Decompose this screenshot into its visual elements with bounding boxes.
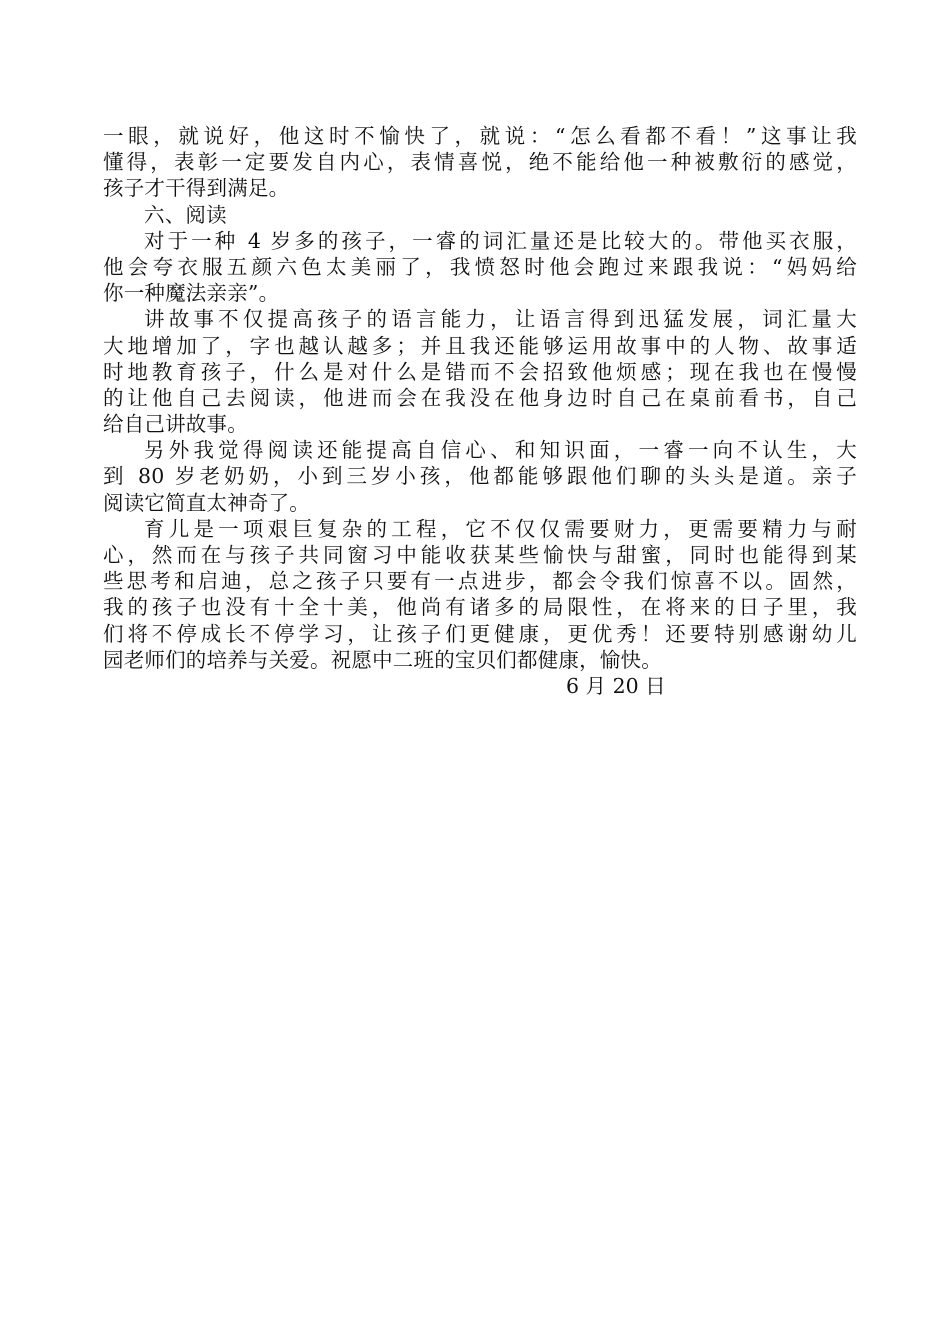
text-line: 心，然而在与孩子共同窗习中能收获某些愉快与甜蜜，同时也能得到某 <box>103 543 857 567</box>
text-line: 给自己讲故事。 <box>103 412 248 437</box>
text-line: 懂得，表彰一定要发自内心，表情喜悦，绝不能给他一种被敷衍的感觉， <box>103 150 857 175</box>
text-line: 些思考和启迪，总之孩子只要有一点进步，都会令我们惊喜不以。固然， <box>103 569 857 594</box>
text-line: 时地教育孩子，什么是对什么是错而不会招致他烦感；现在我也在慢慢 <box>103 359 857 384</box>
text-line: 六、阅读 <box>144 202 227 227</box>
text-line: 你一种魔法亲亲”。 <box>103 281 280 306</box>
text-line: 他会夸衣服五颜六色太美丽了，我愤怒时他会跑过来跟我说：“妈妈给 <box>103 254 857 279</box>
text-line: 讲故事不仅提高孩子的语言能力，让语言得到迅猛发展，词汇量大 <box>144 307 857 332</box>
text-line: 阅读它简直太神奇了。 <box>103 490 310 515</box>
text-line: 我的孩子也没有十全十美，他尚有诸多的局限性，在将来的日子里，我 <box>103 595 857 620</box>
text-line: 另外我觉得阅读还能提高自信心、和知识面，一睿一向不认生，大 <box>144 438 857 463</box>
text-line: 大地增加了，字也越认越多；并且我还能够运用故事中的人物、故事适 <box>103 333 857 358</box>
text-line: 孩子才干得到满足。 <box>103 176 290 201</box>
text-line: 对于一种 4 岁多的孩子，一睿的词汇量还是比较大的。带他买衣服， <box>144 228 857 253</box>
text-line: 到 80 岁老奶奶，小到三岁小孩，他都能够跟他们聊的头头是道。亲子 <box>103 464 857 489</box>
document-body <box>103 123 857 673</box>
text-line: 们将不停成长不停学习，让孩子们更健康，更优秀！还要特别感谢幼儿 <box>103 621 857 646</box>
text-line: 园老师们的培养与关爱。祝愿中二班的宝贝们都健康，愉快。 <box>103 647 662 672</box>
document-date: 6 月 20 日 <box>566 674 666 698</box>
text-line: 育儿是一项艰巨复杂的工程，它不仅仅需要财力，更需要精力与耐 <box>144 516 857 541</box>
text-line: 的让他自己去阅读，他进而会在我没在他身边时自己在桌前看书，自己 <box>103 385 857 410</box>
text-line: 一眼，就说好，他这时不愉快了，就说：“怎么看都不看！”这事让我 <box>103 124 857 148</box>
